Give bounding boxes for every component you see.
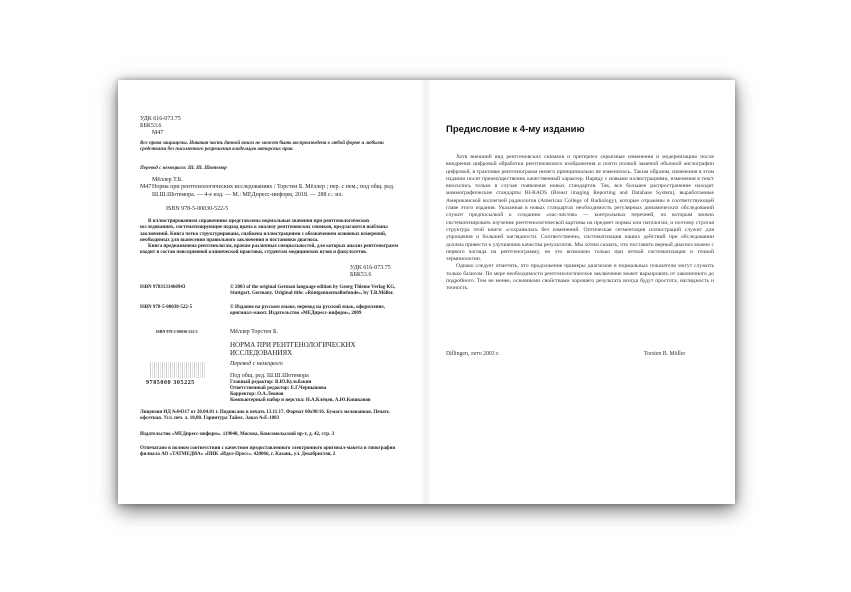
left-page [118,80,426,504]
margin-code: М47 [140,184,152,190]
barcode-number: 9785000 305225 [146,380,195,386]
author-line: Мёллер Т.Б. [152,177,183,183]
barcode-graphic [150,362,206,378]
bbk-code: ББК53.6 [140,123,162,129]
translator-line: Перевод с немецкого: Ш. Ш. Шотемор [140,166,227,171]
credit-line: Главный редактор: В.Ю.Кульбакин [230,380,312,385]
isbn-original: ISBN 9783131460943 [140,285,186,290]
copyright-russian: © Издание на русском языке, перевод на русский язык, оформление, оригинал-макет. Издательство «МЕДпресс-информ», 2009 [230,305,385,317]
license-info: Лицензия ИД №04317 от 20.04.01 г. Подписано в печать 13.11.17. Формат 60х90/16. Бумага мелованная. Печать офсетная. Усл. печ. л. 18,00. Гарнитура Таймс. Заказ №Е-1083 [140,410,390,421]
credit-line: Компьютерный набор и верстка: Н.А.Клёцев, А.Ю.Кишканов [230,398,371,403]
bibliographic-description: Норма при рентгенологических исследованиях / Торстен Б. Мёллер ; пер. с нем.; под общ. ред. Ш.Ш.Шотемора. — 4-е изд. — М.: МЕДпресс-информ, 2018. — 288 с.: ил. [152,184,395,198]
copyright-original: © 2003 of the original German language edition by Georg Thieme Verlag KG, Stuttgart, Germany. Original title: «Röntgennormalbefunde», by T.B.Möller. [230,285,396,297]
preface-body [446,154,714,293]
isbn-line: ISBN 978-5-00030-522-5 [166,206,229,212]
preface-heading: Предисловие к 4-му изданию [446,124,585,135]
audience: Книга предназначена рентгенологам, врачам различных специальностей, для которых анализ рентгенограмм входит в состав повседневной клинической практики, студентам медицинских вузов и факультетов. [140,244,399,256]
credit-line: Ответственный редактор: Е.Г.Чернышова [230,386,327,391]
preface-paragraph: Однако следует отметить, что продолжение примеры диагнозов и нормальных показатели могут служить только базисом. По мере необходимости рентгенологическое заключение может варьировать от лаконичного до подробного. Тем не менее, основными свойствами хорошего результата всегда будут простота, наглядность и точность. [446,263,714,292]
signature-name: Torsten B. Möller [644,351,686,357]
signature-place: Dillingen, лето 2003 г. [446,351,500,357]
publisher-info: Издательство «МЕДпресс-информ». 119048, Москва, Комсомольский пр-т, д. 42, стр. 3 [140,432,335,437]
isbn-russian: ISBN 978-5-00030-522-5 [140,305,193,310]
small-isbn: ISBN 978-5-00030-522-5 [156,329,198,334]
book-title: НОРМА ПРИ РЕНТГЕНОЛОГИЧЕСКИХ ИССЛЕДОВАНИЯХ [230,341,356,357]
right-page [426,80,735,504]
annotation: В иллюстрированном справочнике представлены нормальные значения при рентгенологических исследованиях, систематизирующие подход врача к анализу рентгеновских снимков, предлагаются шаблоны заключений. Книга четко структурирована, снабжена иллюстрациями с обозначением основных измерений, необходимых для вынесения правильного заключения и постановки диагноза. [140,219,388,243]
bbk-code-2: ББК53.6 [350,272,372,278]
preface-paragraph: Хотя внешний вид рентгеновских снимков и претерпел серьезные изменения и модернизацию после внедрения цифровой обработки рентгеновского изображения и почти полной заменой обычной англографии цифровой, в трактовке рентгенограмм ничего принципиально не изменилось. Таким образом, изменения в этом издании носят преимущественно качественный характер. Наряду с новыми иллюстрациями, изменения в текст вносились только в случае появления новых стандартов. Так, все большее распространение находит маммографические стандарты BI-RADS (Breast imaging Reporting and Database System), выработанные Американской коллегией радиологов (American College of Radiology), которые отражены в соответствующей главе этого издания. Указанная в новых стандартах необходимость регулярных динамических обследований служит предпосылкой к созданию «час-листов» — контрольных перечней, по которым можно систематизировать изучение рентгенологической картины на предмет нормы или патологии, и поэтому строгая структура этой книги «сохранилась без изменений. Оптическая сегментация иллюстраций служит для упрощения и большей наглядности. Соответственно, систематизация наших действий при обследовании должна привести к улучшению качества результатов. Мы хотим сказать, что поставить верный диагноз можно с первого взгляда на рентгенограмму, но это возможно только при четкой систематизации и точной терминологии. [446,154,714,263]
udk-code-2: УДК 616-073.75 [350,265,391,271]
editor-note: Под общ. ред. Ш.Ш.Шотемора [230,373,309,379]
translation-note: Перевод с немецкого [230,361,283,367]
rights-notice: Все права защищены. Никакая часть данной книги не может быть воспроизведена в любой форме и любыми средствами без письменного разрешения владельцев авторских прав. [140,141,384,153]
credits [230,380,400,404]
author-mark: М47 [152,130,164,136]
book-gutter [420,80,432,504]
udk-code: УДК 616-073.75 [140,116,181,122]
printer-info: Отпечатано в полном соответствии с качеством предоставленного электронного оригинал-макета в типографии филиала АО «ТАТМЕДИА» «ПИК «Идел-Пресс». 420066, г. Казань, ул. Декабристов, 2 [140,446,396,457]
author-line-2: Мёллер Торстен Б. [230,329,278,335]
credit-line: Корректор: О.А.Леонов [230,392,284,397]
